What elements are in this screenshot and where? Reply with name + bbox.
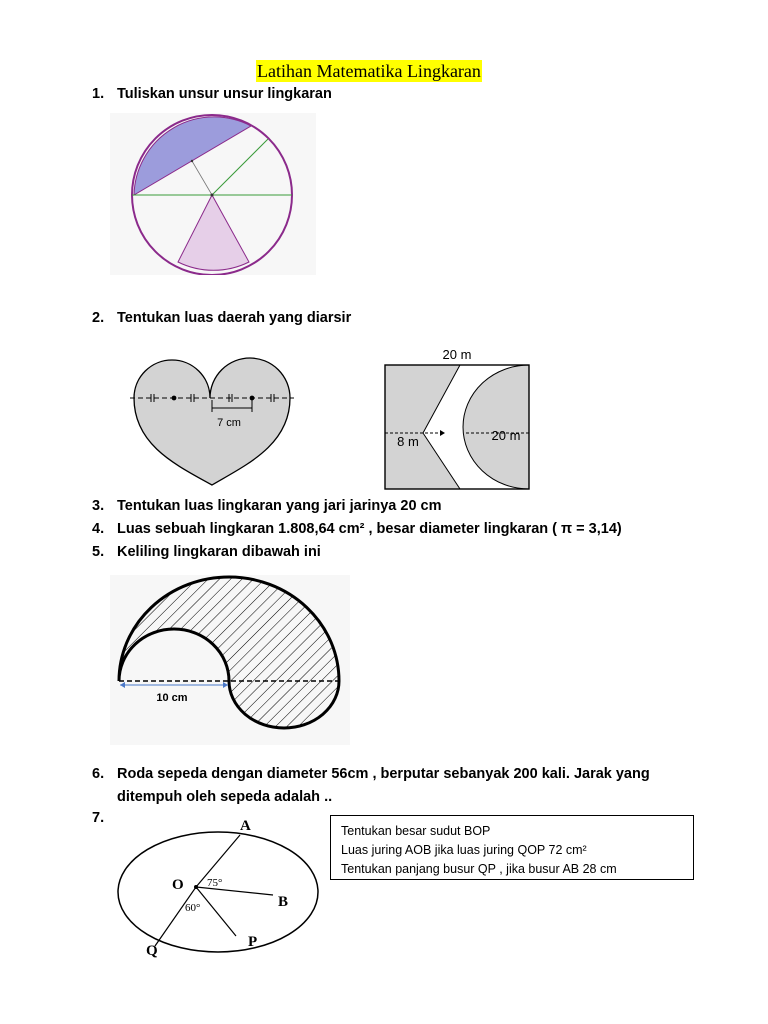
shaded-semicircle — [463, 365, 529, 489]
question-1 — [92, 86, 332, 102]
question-text: Tentukan luas daerah yang diarsir — [117, 310, 352, 326]
angle-qop-label: 60° — [185, 902, 201, 914]
box-line-1: Tentukan besar sudut BOP — [341, 824, 491, 838]
question-6-continued: ditempuh oleh sepeda adalah .. — [117, 789, 333, 805]
box-line-2: Luas juring AOB jika luas juring QOP 72 cm² — [341, 843, 587, 857]
question-text: Tentukan luas lingkaran yang jari jarinya 20 cm — [117, 498, 442, 514]
angle-circle — [118, 832, 318, 952]
circle-elements-figure — [110, 113, 316, 275]
point-p-label: P — [248, 934, 258, 950]
question-number: 6. — [92, 766, 105, 782]
point-b-label: B — [278, 894, 289, 910]
square-left-label: 8 m — [397, 434, 419, 449]
composite-circle-figure — [110, 575, 350, 745]
question-4 — [92, 521, 622, 537]
point-o-label: O — [172, 877, 184, 893]
question-3 — [92, 498, 442, 514]
question-5 — [92, 544, 321, 560]
question-number: 3. — [92, 498, 105, 514]
question-number: 5. — [92, 544, 105, 560]
question-number: 1. — [92, 86, 105, 102]
square-right-label: 20 m — [491, 428, 521, 443]
angle-circle-figure — [110, 812, 330, 962]
shaded-triangle-region — [385, 365, 460, 489]
point-q-label: Q — [146, 943, 158, 959]
heart-shape — [134, 358, 290, 485]
question-number: 7. — [92, 810, 105, 826]
question-6 — [92, 766, 650, 782]
question-text: Roda sepeda dengan diameter 56cm , berputar sebanyak 200 kali. Jarak yang — [117, 766, 650, 782]
point-a-label: A — [240, 818, 251, 834]
question-text: Tuliskan unsur unsur lingkaran — [117, 86, 332, 102]
width-label: 10 cm — [156, 692, 188, 704]
square-top-label: 20 m — [442, 347, 472, 362]
question-2 — [92, 310, 351, 326]
question-text: Luas sebuah lingkaran 1.808,64 cm² , besar diameter lingkaran ( π = 3,14) — [117, 521, 622, 537]
heart-figure — [126, 350, 298, 490]
question-number: 2. — [92, 310, 105, 326]
angle-aob-label: 75° — [207, 877, 223, 889]
heart-dimension-label: 7 cm — [217, 417, 241, 429]
box-line-3: Tentukan panjang busur QP , jika busur AB 28 cm — [341, 862, 617, 876]
question-7-box — [330, 815, 694, 880]
question-text: Keliling lingkaran dibawah ini — [117, 544, 321, 560]
question-number: 4. — [92, 521, 105, 537]
page-title: Latihan Matematika Lingkaran — [257, 61, 481, 81]
square-figure — [372, 343, 536, 495]
